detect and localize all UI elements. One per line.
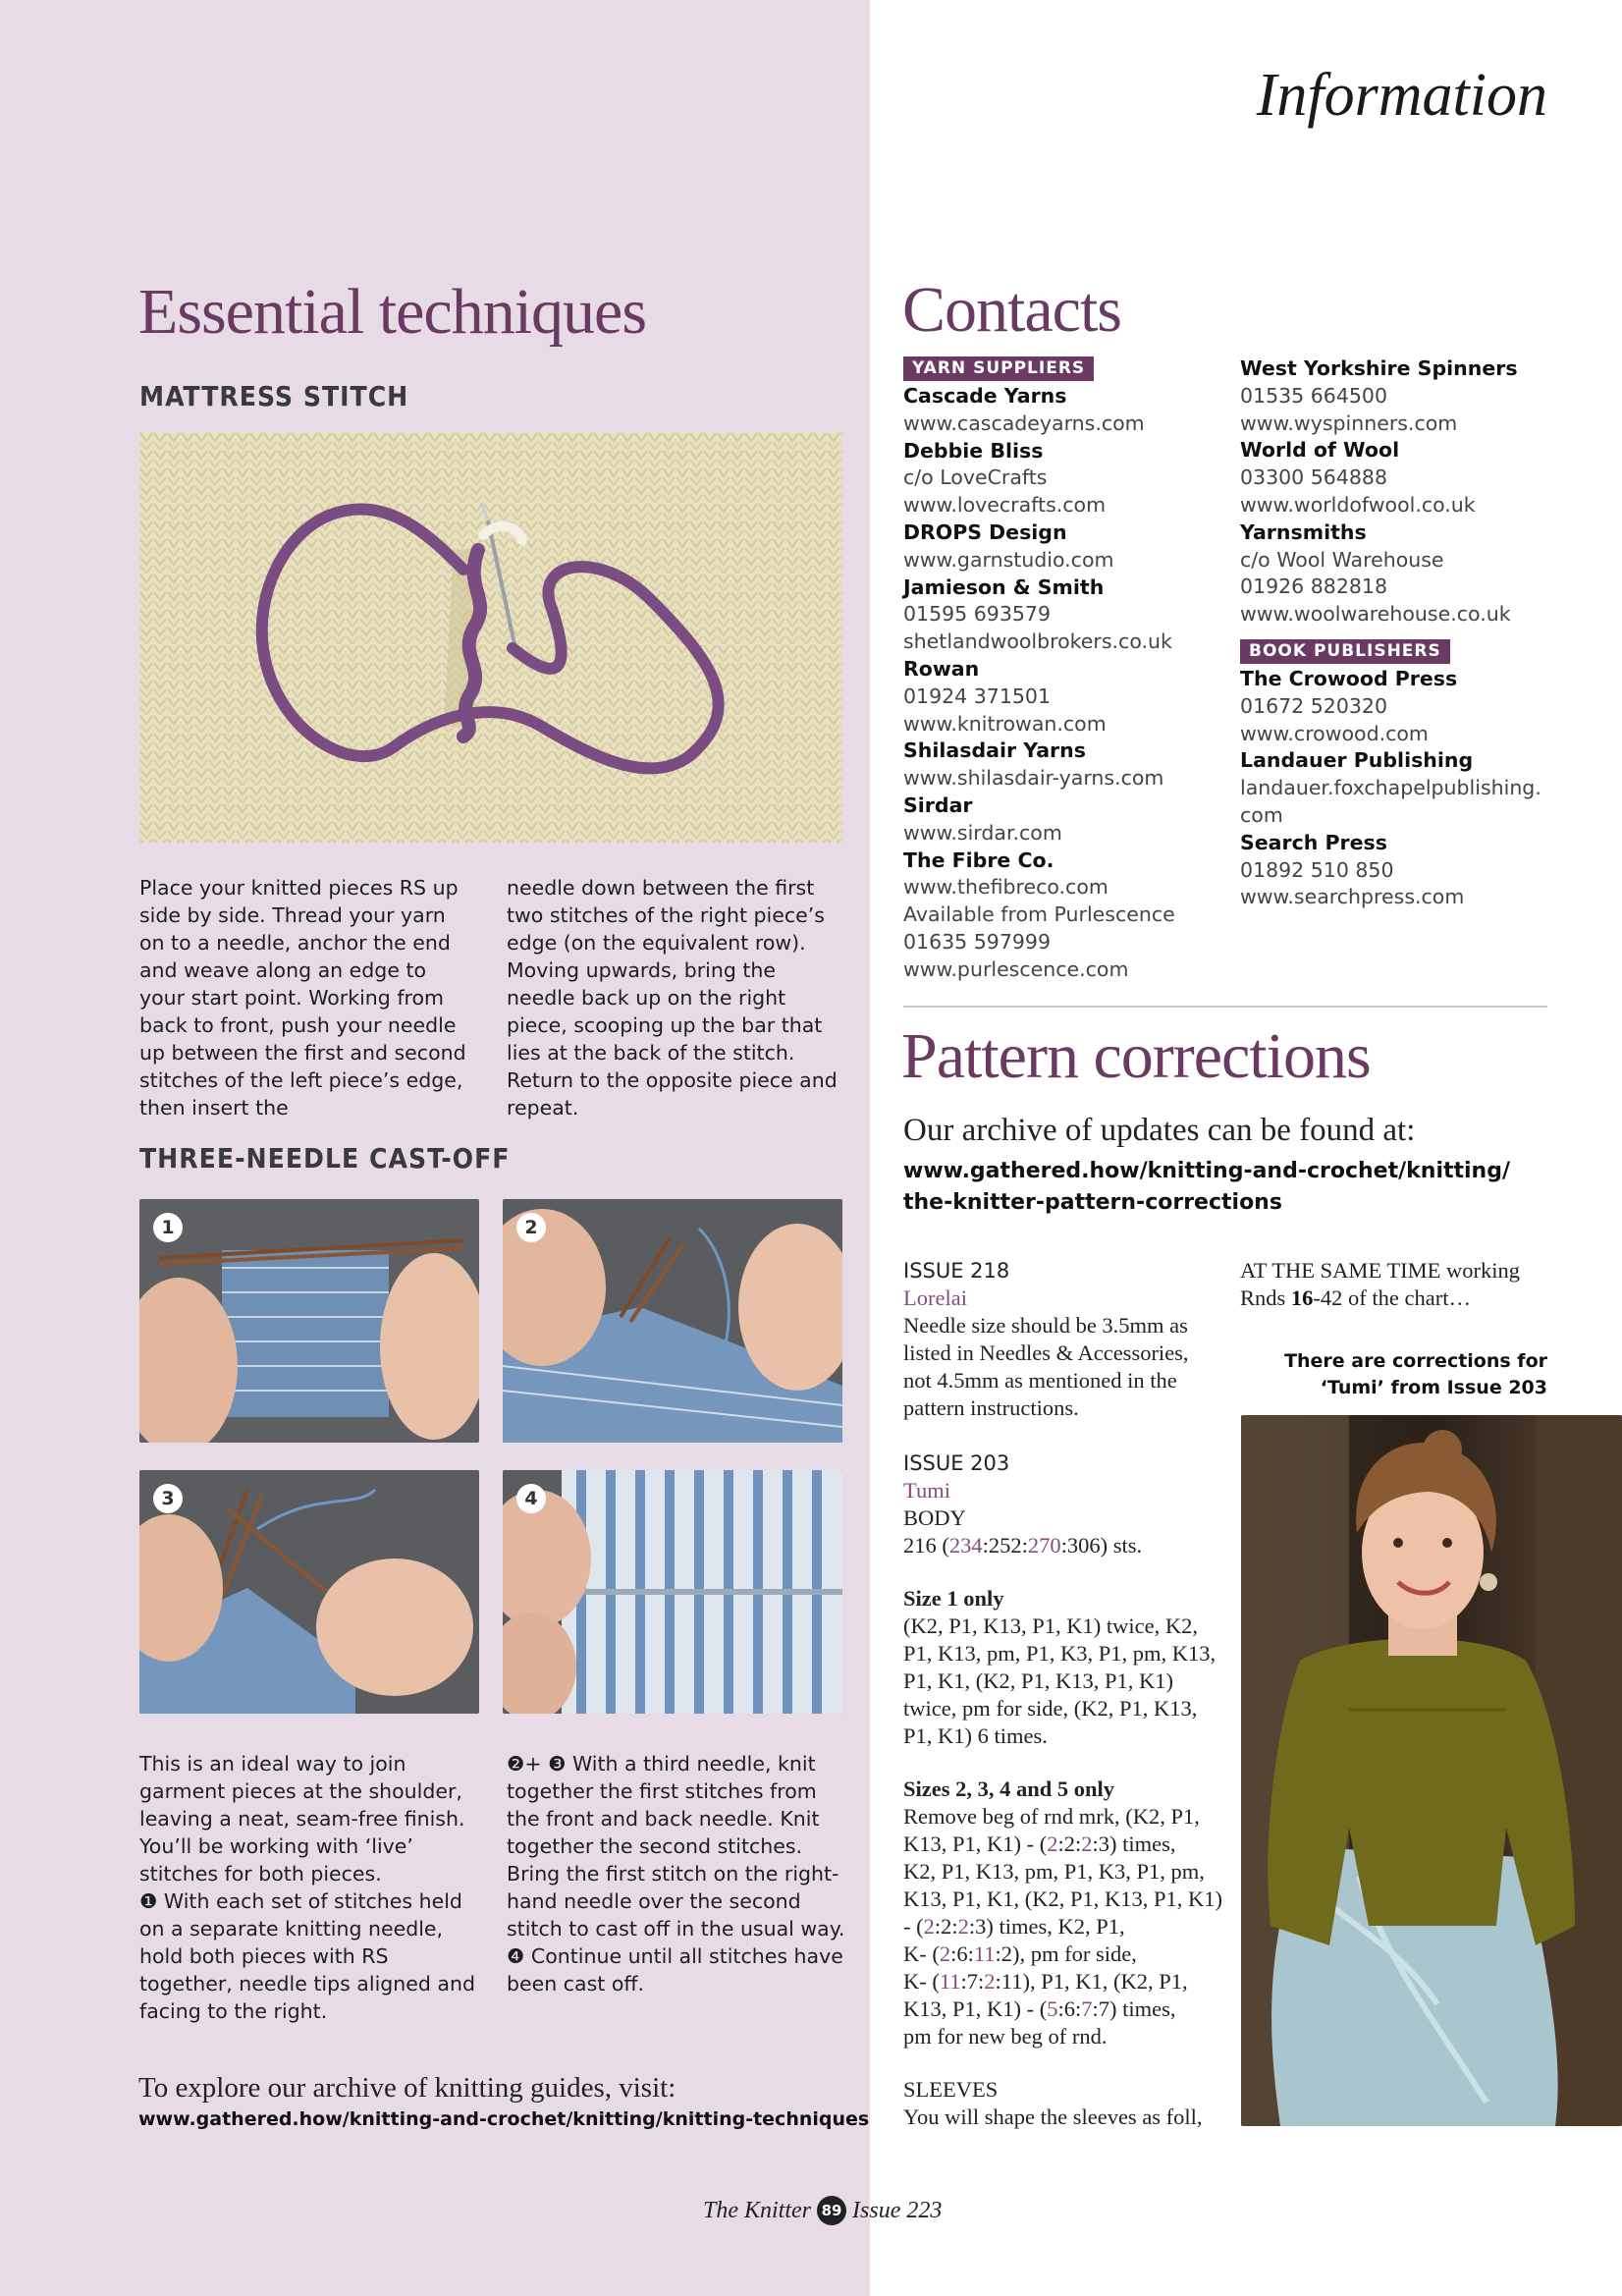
contact-detail: landauer.foxchapelpublishing. <box>1240 776 1541 800</box>
issue-218-pattern: Lorelai <box>903 1285 967 1310</box>
contact-website[interactable]: www.cascadeyarns.com <box>903 410 1145 435</box>
sleeves-heading: SLEEVES <box>903 2077 999 2102</box>
contact-detail: com <box>1240 802 1283 827</box>
contact-detail: 01672 520320 <box>1240 693 1387 718</box>
mattress-stitch-text-col1: Place your knitted pieces RS up side by side. Thread your yarn on to a needle, anchor the end and weave along an edge to your start point. Working from back to front, push your needle up between the first and second stitches of the left piece’s edge, then insert the <box>139 876 466 1120</box>
contact-detail: c/o Wool Warehouse <box>1240 547 1444 572</box>
essential-techniques-title: Essential techniques <box>138 276 647 348</box>
tumi-photo-caption: There are corrections for ‘Tumi’ from Issue 203 <box>1284 1350 1547 1398</box>
pattern-corrections-title: Pattern corrections <box>901 1020 1371 1092</box>
step23-text: With a third needle, knit together the first stitches from the front and back needle. Knit together the second stitches. Bring the first stitch on the right-hand needle over the second stitch to cast off in the usual way. <box>507 1752 845 1941</box>
issue-218-text: Needle size should be 3.5mm as listed in Needles & Accessories, not 4.5mm as mentioned in the pattern instructions. <box>903 1313 1189 1420</box>
contact-detail: Available from Purlescence <box>903 902 1175 927</box>
continuation-line-2: Rnds 16-42 of the chart… <box>1240 1285 1471 1310</box>
sleeves-text: You will shape the sleeves as foll, <box>903 2105 1203 2129</box>
contact-name: Cascade Yarns <box>903 384 1067 408</box>
contact-detail: 01892 510 850 <box>1240 857 1394 882</box>
step4-text: Continue until all stitches have been cast off. <box>507 1944 843 1995</box>
step-4-badge: 4 <box>516 1484 546 1513</box>
step1-number: ❶ <box>139 1889 158 1913</box>
contact-name: Debbie Bliss <box>903 438 1044 463</box>
contacts-column-1 <box>903 354 1217 984</box>
contacts-column-2 <box>1240 355 1574 911</box>
contact-website[interactable]: www.wyspinners.com <box>1240 410 1458 435</box>
three-needle-text-col2 <box>507 1750 845 1997</box>
footer-magazine: The Knitter <box>703 2197 812 2223</box>
contact-website[interactable]: www.knitrowan.com <box>903 711 1107 736</box>
issue-218-label: ISSUE 218 <box>903 1259 1010 1283</box>
three-needle-heading: THREE-NEEDLE CAST-OFF <box>139 1142 511 1175</box>
section-divider <box>903 1006 1547 1008</box>
contact-website[interactable]: www.shilasdair-yarns.com <box>903 766 1164 791</box>
step1-text: With each set of stitches held on a separate knitting needle, hold both pieces with RS together, needle tips aligned and facing to the right. <box>139 1889 475 2023</box>
contact-name: The Crowood Press <box>1240 666 1458 690</box>
contact-website[interactable]: shetlandwoolbrokers.co.uk <box>903 629 1172 654</box>
contact-website[interactable]: www.searchpress.com <box>1240 885 1465 909</box>
issue-203-continuation <box>1240 1257 1554 1312</box>
step-4-photo <box>503 1470 842 1714</box>
three-needle-intro: This is an ideal way to join garment pieces at the shoulder, leaving a neat, seam-free finish. You’ll be working with ‘live’ stitches for both pieces. <box>139 1752 465 1886</box>
size1-text: (K2, P1, K13, P1, K1) twice, K2, P1, K13, pm, P1, K3, P1, pm, K13, P1, K1, (K2, P1, K13, P1, K1) twice, pm for side, (K2, P1, K13, P1, K1) 6 times. <box>903 1613 1216 1748</box>
three-needle-step4 <box>507 1942 845 1997</box>
issue-203-pattern: Tumi <box>903 1478 950 1503</box>
size1-heading: Size 1 only <box>903 1586 1004 1611</box>
page-footer <box>703 2196 942 2225</box>
section-header: Information <box>1256 62 1547 129</box>
contact-detail: 01595 693579 <box>903 602 1051 627</box>
contact-detail: 01635 597999 <box>903 929 1051 954</box>
three-needle-step23 <box>507 1750 845 1942</box>
mattress-stitch-heading: MATTRESS STITCH <box>139 380 409 412</box>
contact-website[interactable]: www.crowood.com <box>1240 721 1429 745</box>
contact-detail: c/o LoveCrafts <box>903 465 1048 490</box>
three-needle-text-col1 <box>139 1750 483 2025</box>
step4-number: ❹ <box>507 1944 525 1968</box>
step-1-badge: 1 <box>153 1213 183 1242</box>
contact-website[interactable]: www.thefibreco.com <box>903 875 1108 900</box>
contact-detail: 01924 371501 <box>903 683 1051 708</box>
contact-name: World of Wool <box>1240 438 1400 463</box>
contact-website[interactable]: www.sirdar.com <box>903 820 1062 845</box>
body-stitch-count: 216 (234:252:270:306) sts. <box>903 1533 1143 1558</box>
contact-website[interactable]: www.woolwarehouse.co.uk <box>1240 602 1511 627</box>
corrections-archive-intro: Our archive of updates can be found at: <box>903 1113 1416 1148</box>
continuation-line-1: AT THE SAME TIME working <box>1240 1258 1521 1283</box>
yarn-suppliers-tag: YARN SUPPLIERS <box>903 356 1094 381</box>
footer-issue: Issue 223 <box>852 2197 943 2223</box>
contact-name: Rowan <box>903 656 980 681</box>
step-2-badge: 2 <box>516 1213 546 1242</box>
contact-name: Search Press <box>1240 830 1387 854</box>
step-3-photo <box>139 1470 479 1714</box>
contacts-title: Contacts <box>902 274 1121 346</box>
contact-name: DROPS Design <box>903 519 1067 544</box>
corrections-archive-link[interactable] <box>903 1156 1510 1219</box>
contact-detail: 01535 664500 <box>1240 383 1387 408</box>
book-publishers-tag: BOOK PUBLISHERS <box>1240 639 1450 664</box>
issue-218-block <box>903 1257 1217 1422</box>
step-3-badge: 3 <box>153 1484 183 1513</box>
contact-website[interactable]: www.garnstudio.com <box>903 547 1114 572</box>
contact-name: The Fibre Co. <box>903 847 1054 872</box>
sizes-text: Remove beg of rnd mrk, (K2, P1, K13, P1, K1) - (2:2:2:3) times, K2, P1, K13, pm, P1, K3, P1, pm, K13, P1, K1, (K2, P1, K13, P1, K1) - (2:2:2:3) times, K2, P1, K- (2:6:11:2), pm for side, K- (11:7:2:11), P1, K1, (K2, P1, K13, P1, K1) - (5:6:7:7) times, pm for new beg of rnd. <box>903 1804 1223 2049</box>
contact-name: West Yorkshire Spinners <box>1240 356 1518 380</box>
contact-name: Sirdar <box>903 793 973 817</box>
corrections-link-line-2[interactable]: the-knitter-pattern-corrections <box>903 1190 1282 1215</box>
footer-page-number: 89 <box>817 2196 846 2225</box>
technique-archive-intro: To explore our archive of knitting guides, visit: <box>138 2072 676 2104</box>
contact-name: Yarnsmiths <box>1240 519 1367 544</box>
contact-detail: 03300 564888 <box>1240 465 1387 490</box>
contact-website[interactable]: www.purlescence.com <box>903 957 1129 981</box>
issue-203-label: ISSUE 203 <box>903 1451 1010 1475</box>
technique-archive-link[interactable]: www.gathered.how/knitting-and-crochet/knitting/knitting-techniques <box>138 2108 870 2130</box>
body-heading: BODY <box>903 1505 966 1530</box>
tumi-model-photo <box>1241 1415 1622 2126</box>
contact-website[interactable]: www.lovecrafts.com <box>903 493 1107 518</box>
contact-website[interactable]: www.worldofwool.co.uk <box>1240 492 1476 517</box>
three-needle-step1 <box>139 1887 483 2025</box>
step-1-photo <box>139 1199 479 1443</box>
mattress-stitch-photo <box>139 432 842 843</box>
corrections-link-line-1[interactable]: www.gathered.how/knitting-and-crochet/knitting/ <box>903 1159 1510 1183</box>
contact-name: Jamieson & Smith <box>903 574 1105 599</box>
step-2-photo <box>503 1199 842 1443</box>
issue-203-block <box>903 1449 1227 2131</box>
contact-detail: 01926 882818 <box>1240 574 1387 599</box>
step23-number: ❷+ ❸ <box>507 1752 567 1776</box>
mattress-stitch-text-col2: needle down between the first two stitches of the right piece’s edge (on the equivalent row). Moving upwards, bring the needle back up on the right piece, scooping up the bar that lies at the back of the stitch. Return to the opposite piece and repeat. <box>507 876 838 1120</box>
contact-name: Landauer Publishing <box>1240 748 1474 773</box>
sizes-heading: Sizes 2, 3, 4 and 5 only <box>903 1777 1115 1801</box>
contact-name: Shilasdair Yarns <box>903 738 1086 763</box>
